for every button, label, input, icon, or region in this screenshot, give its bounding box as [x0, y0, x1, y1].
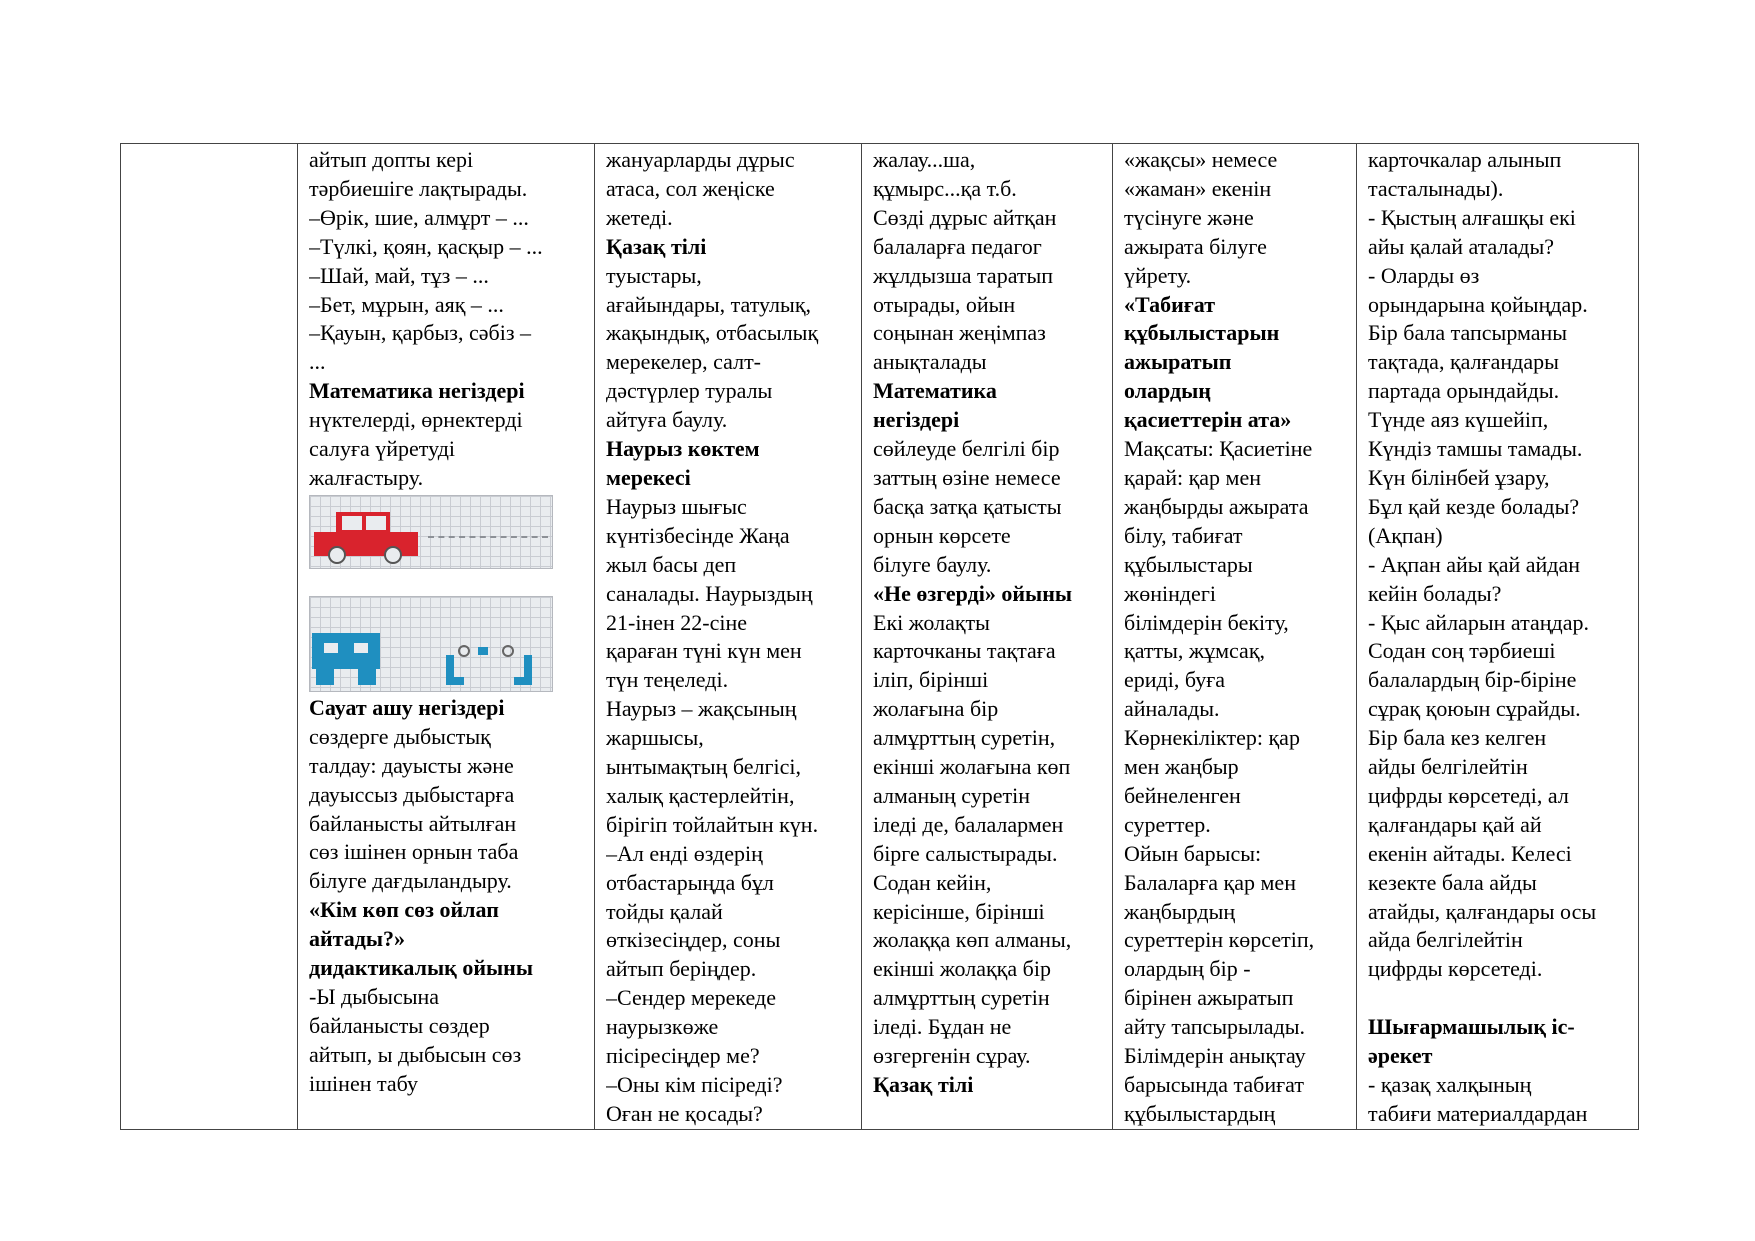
bold-heading-line: қасиеттерін ата»: [1124, 407, 1292, 433]
bold-heading-line: әрекет: [1368, 1043, 1433, 1069]
bold-heading-line: Наурыз көктем: [606, 436, 760, 462]
bold-heading-line: олардың: [1124, 378, 1211, 404]
text-line: –Шай, май, тұз – ...: [309, 262, 489, 288]
text-line: –Түлкі, қоян, қасқыр – ...: [309, 233, 543, 259]
text-line: отырады, ойын: [873, 291, 1016, 317]
text-line: ішінен табу: [309, 1070, 418, 1096]
text-line: білуге баулу.: [873, 551, 992, 577]
small-square-shape: [478, 647, 488, 655]
text-line: (Ақпан): [1368, 522, 1443, 548]
text-line: сұрақ қоюын сұрайды.: [1368, 696, 1581, 722]
column-3-text: [606, 146, 851, 1129]
text-line: жетеді.: [606, 204, 673, 230]
text-line: саналады. Наурыздың: [606, 580, 813, 606]
text-line: күнтізбесінде Жаңа: [606, 522, 790, 548]
text-line: Балаларға қар мен: [1124, 869, 1296, 895]
bus-wheel-shape: [316, 667, 334, 685]
text-line: цифрды көрсетеді, ал: [1368, 782, 1569, 808]
text-line: бірінен ажыратып: [1124, 985, 1294, 1011]
text-line: түн теңеледі.: [606, 667, 729, 693]
text-line: сөйлеуде белгілі бір: [873, 436, 1060, 462]
text-line: наурызкөже: [606, 1014, 719, 1040]
text-line: талдау: дауысты және: [309, 752, 514, 778]
text-line: атайды, қалғандары осы: [1368, 898, 1597, 924]
text-line: - Ақпан айы қай айдан: [1368, 551, 1581, 577]
text-line: Екі жолақты: [873, 609, 990, 635]
text-line: қарай: қар мен: [1124, 464, 1262, 490]
car-window-shape: [366, 516, 386, 530]
text-line: түсінуге және: [1124, 204, 1254, 230]
text-line: кейін болады?: [1368, 580, 1502, 606]
bold-heading-line: Математика негіздері: [309, 378, 525, 404]
car-wheel-shape: [384, 546, 402, 564]
text-line: Бір бала тапсырманы: [1368, 320, 1568, 346]
text-line: алманың суретін: [873, 782, 1031, 808]
column-2-text-bottom: [309, 694, 584, 1099]
text-line: туыстары,: [606, 262, 702, 288]
column-4-text: [873, 146, 1102, 1100]
bold-heading-line: «Табиғат: [1124, 291, 1216, 317]
text-line: - қазақ халқының: [1368, 1071, 1532, 1097]
text-line: Сөзді дұрыс айтқан: [873, 204, 1057, 230]
text-line: тасталынады).: [1368, 175, 1504, 201]
text-line: Оған не қосады?: [606, 1100, 763, 1126]
text-line: Түнде аяз күшейіп,: [1368, 407, 1549, 433]
text-line: жалғастыру.: [309, 464, 424, 490]
empty-first-column-cell: [121, 144, 298, 1130]
text-line: атаса, сол жеңіске: [606, 175, 775, 201]
text-line: –Өрік, шие, алмұрт – ...: [309, 204, 529, 230]
text-line: білімдерін бекіту,: [1124, 609, 1289, 635]
text-line: мен жаңбыр: [1124, 754, 1239, 780]
text-line: білу, табиғат: [1124, 522, 1243, 548]
text-line: айтуға баулу.: [606, 407, 728, 433]
text-line: дәстүрлер туралы: [606, 378, 773, 404]
text-line: сөздерге дыбыстық: [309, 723, 491, 749]
text-line: айда белгілейтін: [1368, 927, 1523, 953]
text-line: жаршысы,: [606, 725, 704, 751]
corner-bracket-shape: [514, 655, 532, 685]
text-line: екінші жолағына көп: [873, 754, 1071, 780]
text-line: Наурыз – жақсының: [606, 696, 797, 722]
text-line: Күндіз тамшы тамады.: [1368, 436, 1583, 462]
text-line: басқа затқа қатысты: [873, 493, 1062, 519]
text-line: –Оны кім пісіреді?: [606, 1072, 783, 1097]
text-line: жолағына бір: [873, 696, 999, 722]
text-line: жалау...ша,: [873, 147, 976, 172]
text-line: айды белгілейтін: [1368, 754, 1528, 780]
text-line: ынтымақтың белгісі,: [606, 754, 802, 780]
dotted-guide-line: [428, 536, 548, 540]
text-line: жануарларды дұрыс: [606, 147, 795, 172]
text-line: балаларға педагог: [873, 233, 1042, 259]
bus-body-shape: [312, 633, 380, 669]
text-line: анықталады: [873, 349, 987, 375]
text-line: жаңбырдың: [1124, 898, 1236, 924]
text-line: нүктелерді, өрнектерді: [309, 407, 523, 433]
text-line: Ойын барысы:: [1124, 840, 1262, 866]
bold-heading-line: Шығармашылық іс-: [1368, 1014, 1575, 1040]
column-2-text-top: [309, 146, 584, 493]
bold-heading-line: «Не өзгерді» ойыны: [873, 580, 1073, 606]
bold-heading-line: «Кім көп сөз ойлап: [309, 897, 499, 923]
text-line: партада орындайды.: [1368, 378, 1560, 404]
text-line: жаңбырды ажырата: [1124, 493, 1309, 519]
text-line: тәрбиешіге лақтырады.: [309, 175, 528, 201]
text-line: жақындық, отбасылық: [606, 320, 819, 346]
text-line: ағайындары, татулық,: [606, 291, 812, 317]
text-line: айту тапсырылады.: [1124, 1014, 1306, 1040]
text-line: карточканы тақтаға: [873, 638, 1056, 664]
bold-heading-line: Қазақ тілі: [606, 233, 707, 259]
text-line: Күн білінбей ұзару,: [1368, 464, 1550, 490]
blue-bus-pattern-image: [309, 596, 553, 692]
text-line: білуге дағдыландыру.: [309, 868, 512, 894]
column-4-cell: [862, 144, 1113, 1130]
text-line: дауыссыз дыбыстарға: [309, 781, 515, 807]
text-line: - Қыстың алғашқы екі: [1368, 204, 1576, 230]
dot-outline-shape: [502, 645, 514, 657]
text-line: құмырс...қа т.б.: [873, 175, 1017, 201]
text-line: тойды қалай: [606, 898, 723, 924]
text-line: байланысты айтылған: [309, 810, 517, 836]
text-line: құбылыстары: [1124, 551, 1253, 577]
text-line: сөз ішінен орнын таба: [309, 839, 519, 865]
text-line: жөніндегі: [1124, 580, 1216, 606]
text-line: жұлдызша таратып: [873, 262, 1054, 288]
text-line: алмұрттың суретін: [873, 985, 1050, 1011]
text-line: пісіресіңдер ме?: [606, 1043, 760, 1069]
bold-heading-line: ажыратып: [1124, 349, 1232, 375]
text-line: –Ал енді өздерің: [606, 840, 763, 866]
text-line: Содан кейін,: [873, 869, 992, 895]
bold-heading-line: Қазақ тілі: [873, 1072, 974, 1097]
text-line: - Оларды өз: [1368, 262, 1480, 288]
text-line: бірге салыстырады.: [873, 840, 1058, 866]
text-line: - Қыс айларын атаңдар.: [1368, 609, 1589, 635]
text-line: екенін айтады. Келесі: [1368, 840, 1572, 866]
column-3-cell: [595, 144, 862, 1130]
text-line: іледі. Бұдан не: [873, 1014, 1012, 1040]
text-line: ...: [309, 349, 326, 375]
bold-heading-line: Математика: [873, 378, 997, 404]
text-line: қалғандары қай ай: [1368, 811, 1542, 837]
text-line: байланысты сөздер: [309, 1012, 490, 1038]
text-line: [1368, 984, 1628, 1013]
red-car-pattern-image: [309, 495, 553, 569]
bold-heading-line: мерекесі: [606, 464, 691, 490]
text-line: алмұрттың суретін,: [873, 725, 1056, 751]
text-line: олардың бір -: [1124, 956, 1251, 982]
column-2-cell: [298, 144, 595, 1130]
bold-heading-line: Сауат ашу негіздері: [309, 694, 505, 720]
bold-heading-line: негіздері: [873, 407, 960, 433]
text-line: Көрнекіліктер: қар: [1124, 725, 1300, 751]
table-row: [121, 144, 1639, 1130]
corner-bracket-shape: [446, 655, 464, 685]
text-line: мерекелер, салт-: [606, 349, 762, 375]
text-line: айтып беріңдер.: [606, 956, 757, 982]
text-line: салуға үйретуді: [309, 436, 456, 462]
text-line: іліп, бірінші: [873, 667, 989, 693]
text-line: табиғи материалдардан: [1368, 1100, 1588, 1126]
text-line: айтып, ы дыбысын сөз: [309, 1041, 522, 1067]
text-line: балалардың бір-біріне: [1368, 667, 1577, 693]
column-5-cell: [1113, 144, 1357, 1130]
bus-wheel-shape: [358, 667, 376, 685]
text-line: орнын көрсете: [873, 522, 1011, 548]
text-line: Содан соң тәрбиеші: [1368, 638, 1556, 664]
text-line: барысында табиғат: [1124, 1072, 1304, 1097]
bold-heading-line: құбылыстарын: [1124, 320, 1280, 346]
text-line: тақтада, қалғандары: [1368, 349, 1559, 375]
text-line: цифрды көрсетеді.: [1368, 956, 1543, 982]
text-line: Наурыз шығыс: [606, 493, 747, 519]
text-line: үйрету.: [1124, 262, 1192, 288]
text-line: құбылыстардың: [1124, 1100, 1276, 1126]
text-line: іледі де, балалармен: [873, 811, 1064, 837]
text-line: суреттерін көрсетіп,: [1124, 927, 1315, 953]
text-line: өткізесіңдер, соны: [606, 927, 781, 953]
text-line: айналады.: [1124, 696, 1220, 722]
column-6-text: [1368, 146, 1628, 1129]
text-line: «жаман» екенін: [1124, 175, 1272, 201]
text-line: –Сендер мерекеде: [606, 985, 776, 1011]
bold-heading-line: дидактикалық ойыны: [309, 955, 534, 981]
text-line: жыл басы деп: [606, 551, 737, 577]
car-wheel-shape: [328, 546, 346, 564]
text-line: қараған түні күн мен: [606, 638, 802, 664]
text-line: кезекте бала айды: [1368, 869, 1537, 895]
text-line: бірігіп тойлайтын күн.: [606, 811, 819, 837]
text-line: айы қалай аталады?: [1368, 233, 1555, 259]
text-line: суреттер.: [1124, 811, 1211, 837]
text-line: ажырата білуге: [1124, 233, 1267, 259]
text-line: екінші жолаққа бір: [873, 956, 1051, 982]
text-line: қатты, жұмсақ,: [1124, 638, 1266, 664]
text-line: айтып допты кері: [309, 147, 474, 172]
text-line: орындарына қойыңдар.: [1368, 291, 1588, 317]
text-line: Бір бала кез келген: [1368, 725, 1547, 751]
text-line: жолаққа көп алманы,: [873, 927, 1072, 953]
text-line: –Қауын, қарбыз, сәбіз –: [309, 320, 532, 346]
text-line: Мақсаты: Қасиетіне: [1124, 436, 1313, 462]
text-line: отбастарыңда бұл: [606, 869, 774, 895]
text-line: –Бет, мұрын, аяқ – ...: [309, 291, 504, 317]
column-5-text: [1124, 146, 1346, 1129]
lesson-plan-table: [120, 143, 1639, 1130]
text-line: карточкалар алынып: [1368, 147, 1562, 172]
bus-window-shape: [324, 643, 338, 653]
text-line: Бұл қай кезде болады?: [1368, 493, 1580, 519]
text-line: ериді, буға: [1124, 667, 1225, 693]
text-line: соңынан жеңімпаз: [873, 320, 1046, 346]
bus-window-shape: [354, 643, 368, 653]
car-window-shape: [342, 516, 362, 530]
text-line: халық қастерлейтін,: [606, 782, 795, 808]
text-line: өзгергенін сұрау.: [873, 1043, 1031, 1069]
column-6-cell: [1357, 144, 1639, 1130]
text-line: Білімдерін анықтау: [1124, 1043, 1306, 1069]
text-line: заттың өзіне немесе: [873, 464, 1061, 490]
text-line: -Ы дыбысына: [309, 983, 440, 1009]
text-line: «жақсы» немесе: [1124, 147, 1278, 172]
bold-heading-line: айтады?»: [309, 926, 406, 952]
text-line: керісінше, бірінші: [873, 898, 1045, 924]
text-line: 21-інен 22-сіне: [606, 609, 747, 635]
text-line: бейнеленген: [1124, 782, 1241, 808]
